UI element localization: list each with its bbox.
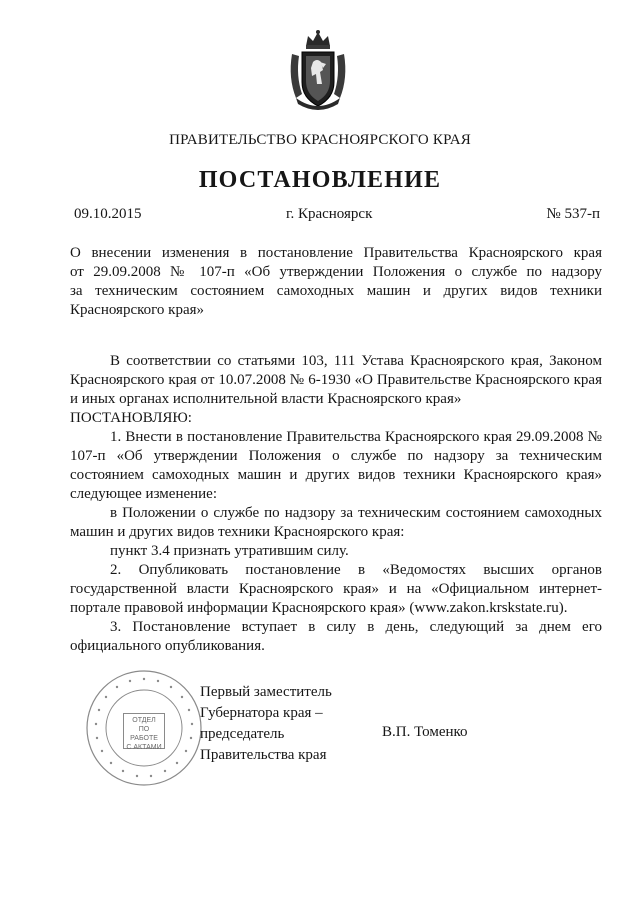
subject-line: за техническим состоянием самоходных машин и других видов техники [70, 283, 602, 299]
subject-line: от 29.09.2008 № 107-п «Об утверждении Положения о службе по надзору [70, 264, 602, 280]
signatory-line: Правительства края [200, 747, 327, 763]
item-1-change-paragraph: в Положении о службе по надзору за техническим состоянием самоходных машин и других видов техники Красноярского края: [70, 505, 602, 540]
item-3-paragraph: 3. Постановление вступает в силу в день, следующий за днем его официального опубликования. [70, 619, 602, 654]
signatory-name: В.П. Томенко [382, 724, 468, 740]
stamp-inner-box [123, 713, 165, 749]
stamp-text-line: С АКТАМИ [126, 744, 162, 751]
stamp-text-line: ПО РАБОТЕ [130, 726, 158, 742]
preamble-paragraph: В соответствии со статьями 103, 111 Устава Красноярского края, Законом Красноярского края от 10.07.2008 № 6-1930 «О Правительстве Красноярского края и иных органах исполнительной власти Красноярского края» [70, 353, 602, 407]
coat-of-arms-icon [286, 28, 350, 112]
document-city: г. Красноярск [286, 206, 373, 222]
document-body [70, 352, 602, 656]
stamp-text-line: ОТДЕЛ [132, 717, 156, 724]
signatory-line: Первый заместитель [200, 684, 332, 700]
signatory-line: Губернатора края – [200, 705, 323, 721]
document-type-title: ПОСТАНОВЛЕНИЕ [198, 167, 442, 193]
item-1-paragraph: 1. Внести в постановление Правительства Красноярского края 29.09.2008 № 107-п «Об утверждении Положения о службе по надзору за техническим состоянием самоходных машин и других видов техники Красноярского края» следующее изменение: [70, 429, 602, 502]
signatory-position [200, 682, 332, 766]
subject-line: О внесении изменения в постановление Правительства Красноярского края [70, 245, 602, 261]
document-number: № 537-п [546, 206, 600, 222]
document-subject [70, 244, 602, 320]
signatory-line: председатель [200, 726, 285, 742]
item-1-point-paragraph: пункт 3.4 признать утратившим силу. [110, 543, 349, 559]
organization-heading: ПРАВИТЕЛЬСТВО КРАСНОЯРСКОГО КРАЯ [169, 132, 471, 148]
decree-word: ПОСТАНОВЛЯЮ: [70, 410, 192, 426]
document-date: 09.10.2015 [74, 206, 142, 222]
item-2-paragraph: 2. Опубликовать постановление в «Ведомостях высших органов государственной власти Красноярского края» и на «Официальном интернет-портале правовой информации Красноярского края» (www.zakon.krskstate.ru). [70, 562, 602, 616]
subject-line: Красноярского края» [70, 302, 205, 318]
